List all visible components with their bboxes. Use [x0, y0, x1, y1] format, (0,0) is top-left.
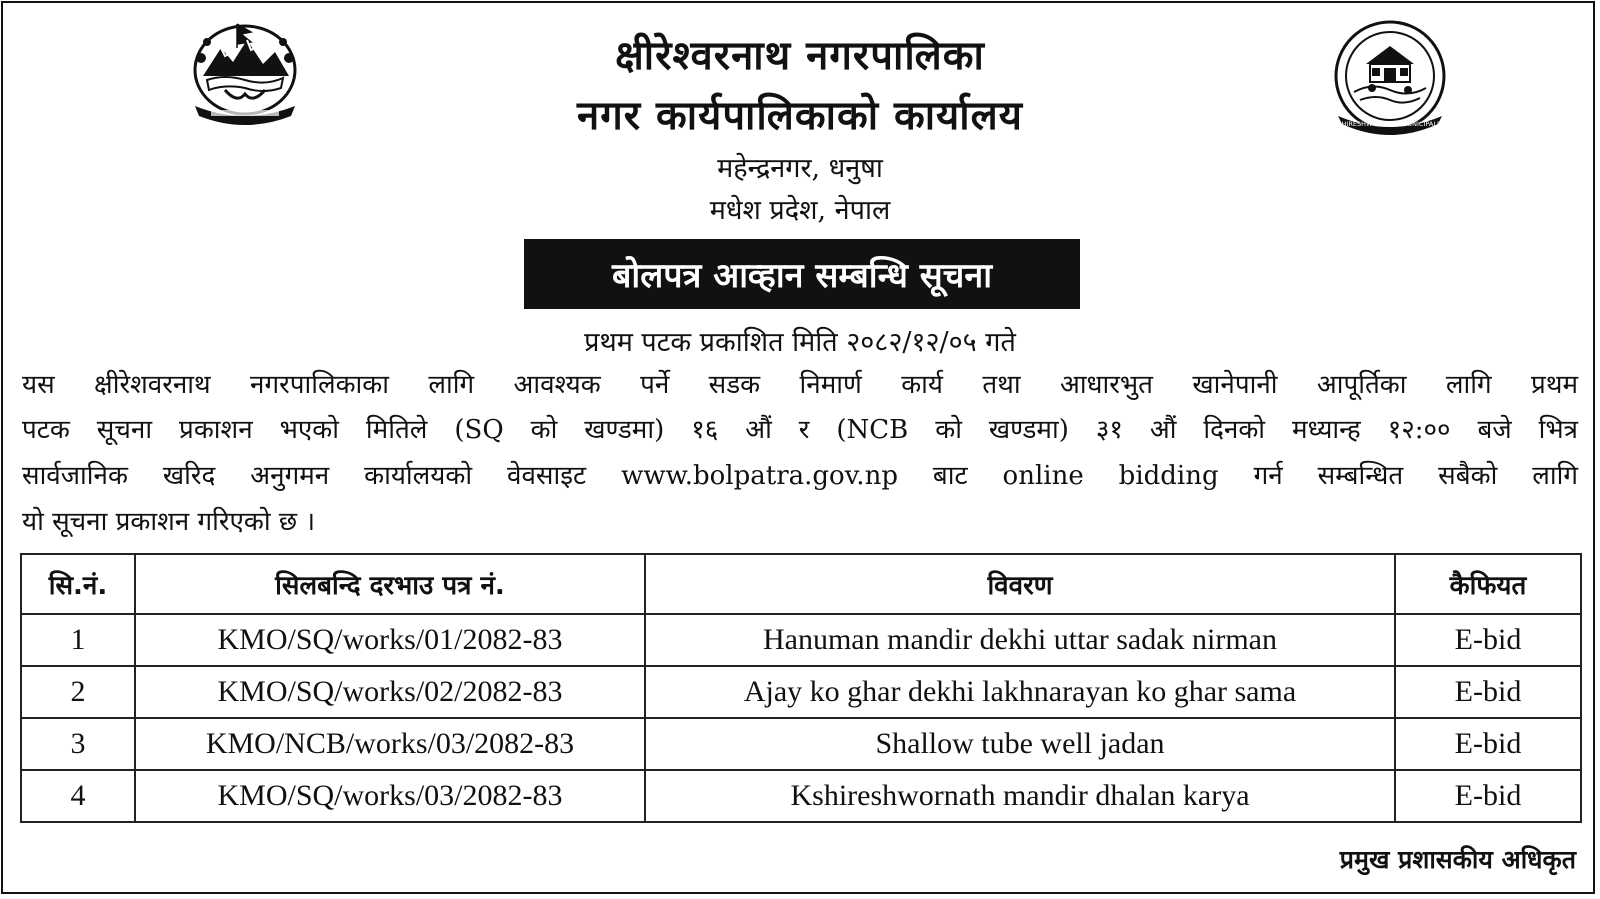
cell-desc: Ajay ko ghar dekhi lakhnarayan ko ghar sama: [645, 666, 1395, 718]
municipality-seal-logo: [1330, 20, 1450, 138]
notice-title: बोलपत्र आव्हान सम्बन्धि सूचना: [612, 256, 992, 296]
cell-desc: Hanuman mandir dekhi uttar sadak nirman: [645, 614, 1395, 666]
seal-caption: KSHIRESHWORNATH MUNICIPALITY: [1333, 120, 1447, 128]
col-header-desc: विवरण: [645, 554, 1395, 614]
cell-sn: 3: [21, 718, 135, 770]
notice-body-line-4: यो सूचना प्रकाशन गरिएको छ ।: [22, 507, 316, 537]
signatory-title: प्रमुख प्रशासकीय अधिकृत: [1339, 845, 1576, 874]
notice-title-banner: [524, 239, 1080, 309]
cell-desc: Kshireshwornath mandir dhalan karya: [645, 770, 1395, 822]
cell-remark: E-bid: [1395, 770, 1581, 822]
municipality-name: क्षीरेश्वरनाथ नगरपालिका: [615, 33, 985, 79]
bid-table: [20, 553, 1582, 823]
cell-ref: KMO/SQ/works/02/2082-83: [135, 666, 645, 718]
office-name: नगर कार्यपालिकाको कार्यालय: [577, 93, 1023, 139]
table-row: [21, 770, 1581, 822]
cell-sn: 2: [21, 666, 135, 718]
cell-ref: KMO/NCB/works/03/2082-83: [135, 718, 645, 770]
cell-sn: 4: [21, 770, 135, 822]
table-header-row: [21, 554, 1581, 614]
table-row: [21, 718, 1581, 770]
col-header-remark: कैफियत: [1395, 554, 1581, 614]
table-row: [21, 614, 1581, 666]
nepal-emblem-logo: [185, 18, 305, 128]
col-header-sn: सि.नं.: [21, 554, 135, 614]
cell-remark: E-bid: [1395, 718, 1581, 770]
cell-desc: Shallow tube well jadan: [645, 718, 1395, 770]
cell-remark: E-bid: [1395, 666, 1581, 718]
notice-body-line-3: सार्वजानिक खरिद अनुगमन कार्यालयको वेवसाइट www.bolpatra.gov.np बाट online bidding गर्न सम्बन्धित सबैको लागि: [22, 461, 1578, 491]
address-line-1: महेन्द्रनगर, धनुषा: [717, 153, 883, 184]
cell-ref: KMO/SQ/works/03/2082-83: [135, 770, 645, 822]
col-header-ref: सिलबन्दि दरभाउ पत्र नं.: [135, 554, 645, 614]
address-line-2: मधेश प्रदेश, नेपाल: [709, 195, 891, 226]
table-row: [21, 666, 1581, 718]
cell-ref: KMO/SQ/works/01/2082-83: [135, 614, 645, 666]
publication-date: प्रथम पटक प्रकाशित मिति २०८२/१२/०५ गते: [584, 327, 1016, 358]
notice-body-line-2: पटक सूचना प्रकाशन भएको मितिले (SQ को खण्डमा) १६ औं र (NCB को खण्डमा) ३१ औं दिनको मध्यान्ह १२:०० बजे भित्र: [22, 415, 1578, 445]
cell-remark: E-bid: [1395, 614, 1581, 666]
cell-sn: 1: [21, 614, 135, 666]
notice-body-line-1: यस क्षीरेशवरनाथ नगरपालिकाका लागि आवश्यक पर्ने सडक निमार्ण कार्य तथा आधारभुत खानेपानी आपूर्तिका लागि प्रथम: [22, 370, 1578, 400]
